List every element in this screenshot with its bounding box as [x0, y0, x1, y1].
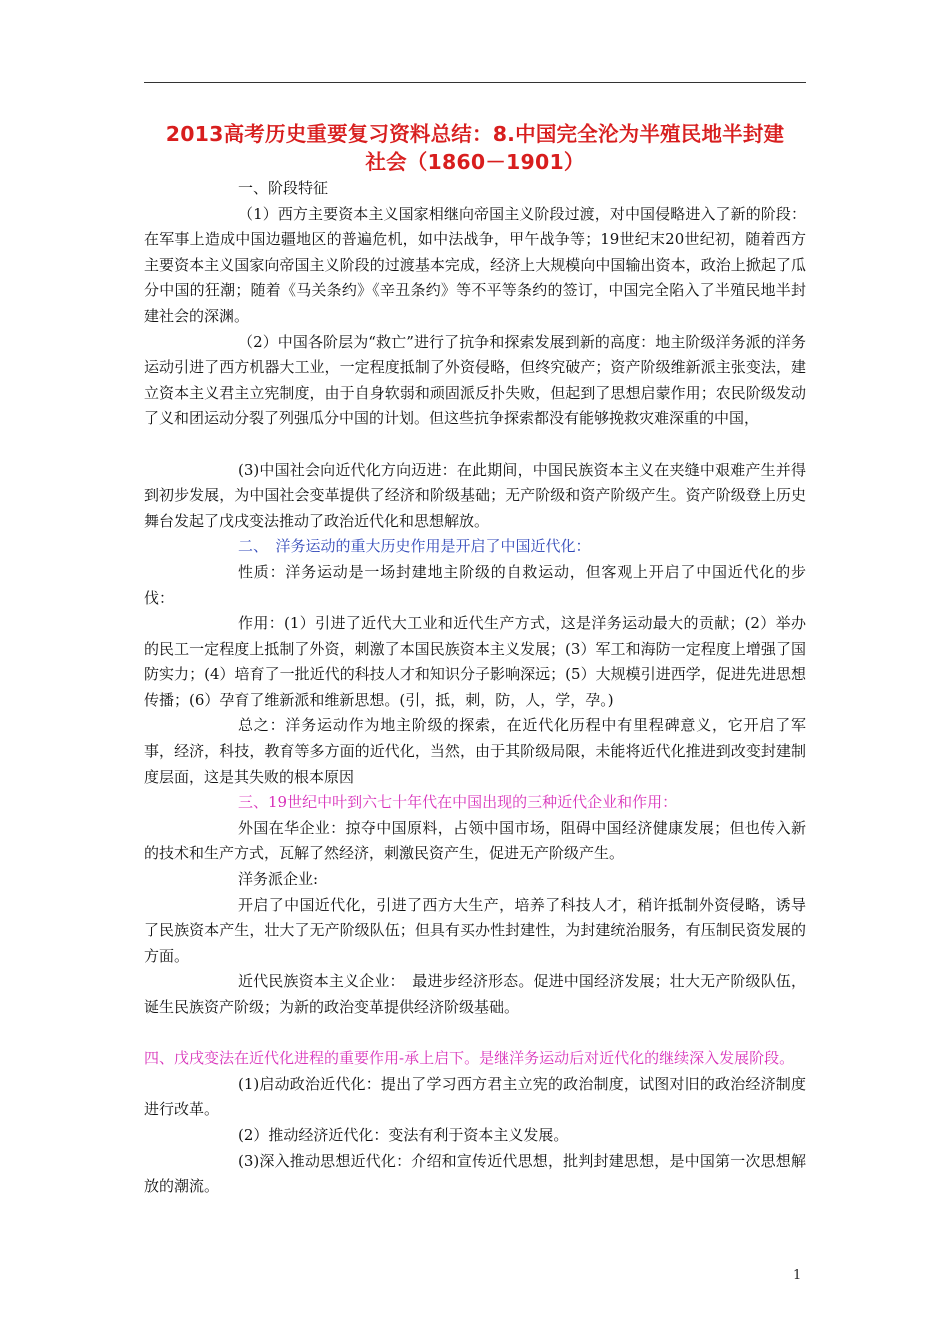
section-2-paragraph-3: 总之：洋务运动作为地主阶级的探索，在近代化历程中有里程碑意义，它开启了军事，经济，科技，教育等多方面的近代化，当然，由于其阶级局限，未能将近代化推进到改变封建制度层面，这是其失败的根本原因: [144, 716, 806, 786]
section-3-heading: 三、19世纪中叶到六七十年代在中国出现的三种近代企业和作用：: [238, 793, 678, 812]
section-3-paragraph-1: 外国在华企业：掠夺中国原料，占领中国市场，阻碍中国经济健康发展；但也传入新的技术和生产方式，瓦解了然经济，刺激民资产生，促进无产阶级产生。: [144, 818, 806, 863]
section-3-paragraph-3: 开启了中国近代化，引进了西方大生产，培养了科技人才，稍许抵制外资侵略，诱导了民族资本产生，壮大了无产阶级队伍；但具有买办性封建性，为封建统治服务，有压制民资发展的方面。: [144, 895, 806, 965]
header-rule: [144, 82, 806, 83]
blank-line: [144, 1021, 806, 1047]
section-2-paragraph-2: 作用：(1）引进了近代大工业和近代生产方式，这是洋务运动最大的贡献；(2）举办的民工一定程度上抵制了外资，刺激了本国民族资本主义发展；(3）军工和海防一定程度上增强了国防实力；(4）培育了一批近代的科技人才和知识分子影响深远；(5）大规模引进西学，促进先进思想传播；(6）孕育了维新派和维新思想。(引，抵，刺，防，人，学，孕。): [144, 614, 806, 709]
section-3-paragraph-2: 洋务派企业:: [238, 870, 319, 889]
section-4-paragraph-1: (1)启动政治近代化：提出了学习西方君主立宪的政治制度，试图对旧的政治经济制度进行改革。: [144, 1074, 806, 1119]
section-1-paragraph-3: (3)中国社会向近代化方向迈进：在此期间，中国民族资本主义在夹缝中艰难产生并得到初步发展，为中国社会变革提供了经济和阶级基础；无产阶级和资产阶级产生。资产阶级登上历史舞台发起了戊戌变法推动了政治近代化和思想解放。: [144, 460, 806, 530]
section-4-paragraph-3: (3)深入推动思想近代化：介绍和宣传近代思想，批判封建思想，是中国第一次思想解放的潮流。: [144, 1151, 806, 1196]
document-title: [144, 120, 806, 176]
section-1-heading: 一、阶段特征: [238, 179, 329, 197]
title-line-2: 社会（1860－1901）: [365, 150, 585, 174]
page-number: 1: [793, 1268, 802, 1283]
section-2-paragraph-1: 性质：洋务运动是一场封建地主阶级的自救运动，但客观上开启了中国近代化的步伐：: [144, 562, 806, 607]
section-2-heading: 二、 洋务运动的重大历史作用是开启了中国近代化：: [238, 537, 591, 556]
document-body: [144, 176, 806, 1200]
title-line-1: 2013高考历史重要复习资料总结：8.中国完全沦为半殖民地半封建: [165, 122, 785, 146]
section-4-heading: 四、戊戌变法在近代化进程的重要作用-承上启下。是继洋务运动后对近代化的继续深入发展阶段。: [144, 1049, 795, 1068]
section-3-paragraph-4: 近代民族资本主义企业： 最进步经济形态。促进中国经济发展；壮大无产阶级队伍，诞生民族资产阶级；为新的政治变革提供经济阶级基础。: [144, 972, 806, 1016]
section-4-paragraph-2: (2）推动经济近代化：变法有利于资本主义发展。: [238, 1125, 569, 1144]
section-1-paragraph-2: （2）中国各阶层为“救亡”进行了抗争和探索发展到新的高度：地主阶级洋务派的洋务运动引进了西方机器大工业，一定程度抵制了外资侵略，但终究破产；资产阶级维新派主张变法，建立资本主义君主立宪制度，由于自身软弱和顽固派反扑失败，但起到了思想启蒙作用；农民阶级发动了义和团运动分裂了列强瓜分中国的计划。但这些抗争探索都没有能够挽救灾难深重的中国，: [144, 332, 806, 428]
section-1-paragraph-1: （1）西方主要资本主义国家相继向帝国主义阶段过渡，对中国侵略进入了新的阶段：在军事上造成中国边疆地区的普遍危机，如中法战争，甲午战争等；19世纪末20世纪初，随着西方主要资本主义国家向帝国主义阶段的过渡基本完成，经济上大规模向中国输出资本，政治上掀起了瓜分中国的狂潮；随着《马关条约》《辛丑条约》等不平等条约的签订，中国完全陷入了半殖民地半封建社会的深渊。: [144, 204, 806, 325]
blank-line: [144, 432, 806, 458]
